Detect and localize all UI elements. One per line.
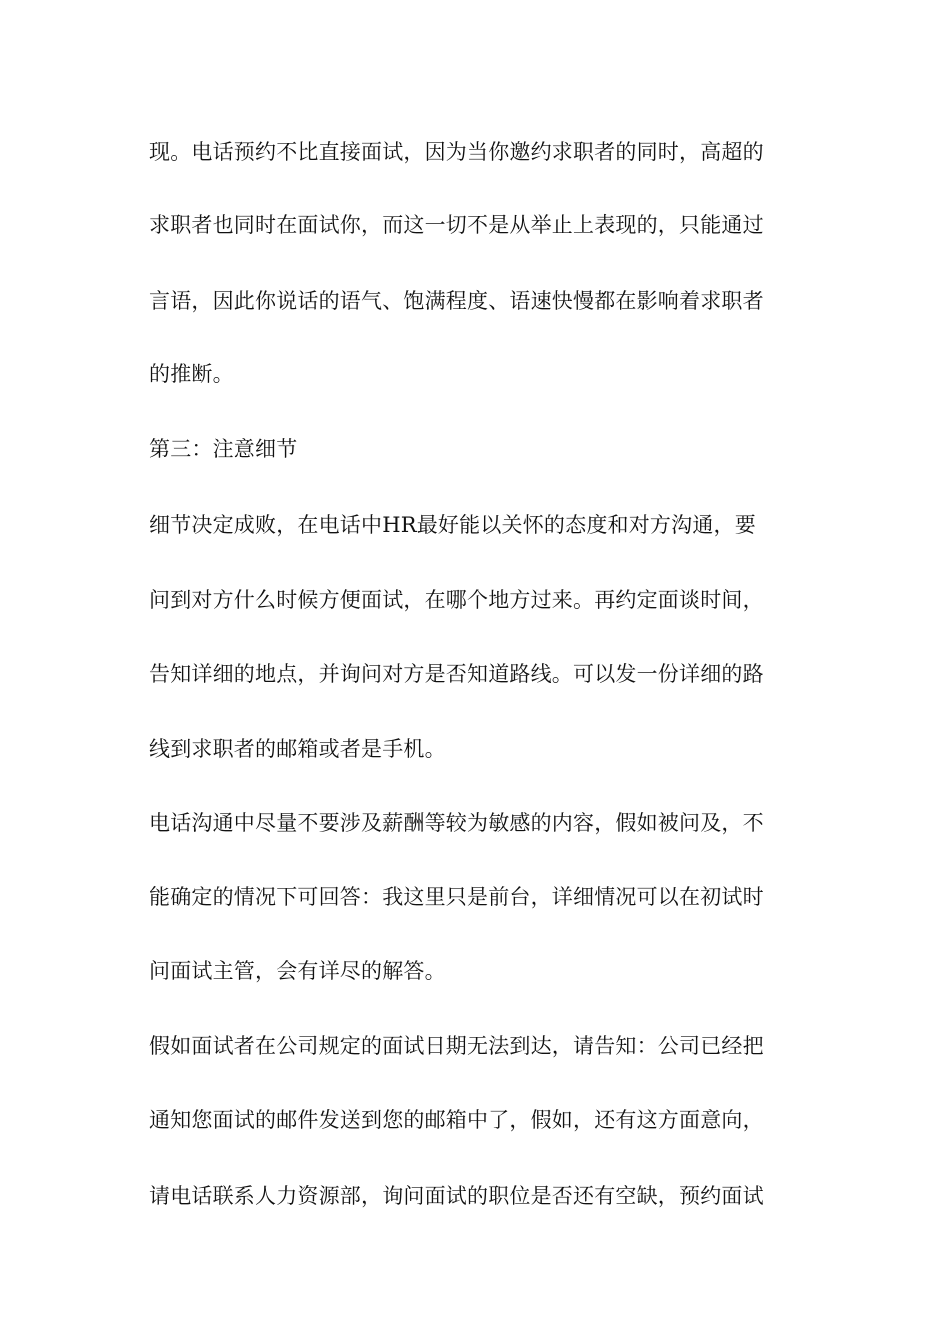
paragraph-line: 细节决定成败，在电话中HR最好能以关怀的态度和对方沟通，要 xyxy=(149,513,756,537)
paragraph-line: 请电话联系人力资源部，询问面试的职位是否还有空缺，预约面试 xyxy=(149,1184,764,1208)
paragraph-line: 的推断。 xyxy=(149,362,234,386)
paragraph-line: 问到对方什么时候方便面试，在哪个地方过来。再约定面谈时间， xyxy=(149,588,764,612)
paragraph-line: 现。电话预约不比直接面试，因为当你邀约求职者的同时，高超的 xyxy=(149,140,764,164)
section-heading: 第三：注意细节 xyxy=(149,437,298,461)
paragraph-line: 能确定的情况下可回答：我这里只是前台，详细情况可以在初试时 xyxy=(149,885,764,909)
paragraph-line: 求职者也同时在面试你，而这一切不是从举止上表现的，只能通过 xyxy=(149,213,764,237)
paragraph-line: 问面试主管，会有详尽的解答。 xyxy=(149,959,446,983)
paragraph-line: 通知您面试的邮件发送到您的邮箱中了，假如，还有这方面意向， xyxy=(149,1108,764,1132)
paragraph-line: 告知详细的地点，并询问对方是否知道路线。可以发一份详细的路 xyxy=(149,662,764,686)
paragraph-line: 假如面试者在公司规定的面试日期无法到达，请告知：公司已经把 xyxy=(149,1034,764,1058)
paragraph-line: 电话沟通中尽量不要涉及薪酬等较为敏感的内容，假如被问及，不 xyxy=(149,811,764,835)
paragraph-line: 言语，因此你说话的语气、饱满程度、语速快慢都在影响着求职者 xyxy=(149,289,764,313)
paragraph-line: 线到求职者的邮箱或者是手机。 xyxy=(149,737,446,761)
